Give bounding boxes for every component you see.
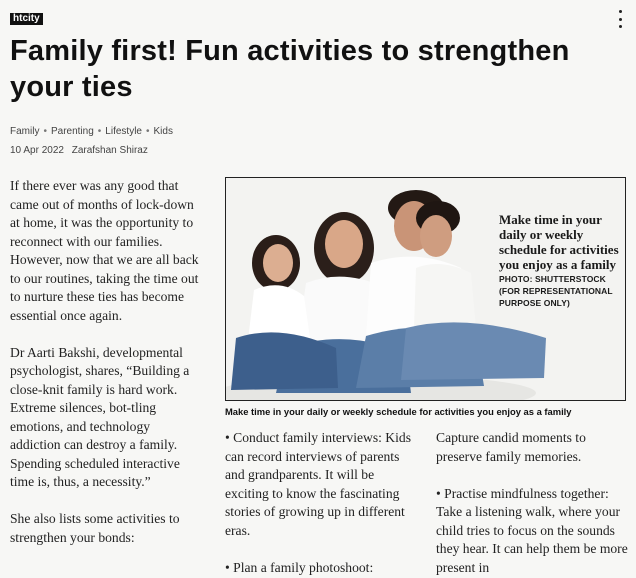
dot (619, 25, 622, 28)
article-tags (10, 126, 173, 137)
tag-separator: • (43, 126, 47, 137)
article-photo[interactable] (225, 177, 626, 401)
body-column-right (436, 429, 628, 578)
body-paragraph: Dr Aarti Bakshi, developmental psychologist, shares, “Building a close-knit family is hard work. Extreme silences, bot-tling emotions, and technology addiction can destroy a family. Spending scheduled interactive time is, thus, a necessity.” (10, 344, 190, 489)
more-options-icon[interactable] (616, 10, 624, 28)
body-paragraph: If there ever was any good that came out of months of lock-down at home, it was the opportunity to reconnect with our families. However, now that we are all back to our routines, taking the time out to nurture these ties has become essential once again. (10, 178, 199, 323)
photo-overlay-title: Make time in your daily or weekly schedule for activities you enjoy as a family (499, 212, 619, 272)
author-name[interactable]: Zarafshan Shiraz (71, 145, 148, 156)
tag-parenting[interactable]: Parenting (50, 126, 94, 137)
dot (619, 18, 622, 21)
body-column-left (10, 177, 200, 566)
body-paragraph: She also lists some activities to strengthen your bonds: (10, 511, 180, 545)
dot (619, 10, 622, 13)
publication-logo[interactable]: htcity (10, 13, 43, 25)
tag-family[interactable]: Family (10, 126, 40, 137)
tag-kids[interactable]: Kids (153, 126, 173, 137)
tag-separator: • (97, 126, 102, 137)
body-paragraph: • Practise mindfulness together: Take a listening walk, where your child tries to focus on the sounds they hear. It can help them be more present in (436, 485, 628, 575)
article-meta (10, 145, 148, 156)
body-paragraph: Capture candid moments to preserve family memories. (436, 430, 586, 464)
tag-separator: • (145, 126, 150, 137)
publish-date: 10 Apr 2022 (10, 145, 64, 156)
body-paragraph: • Plan a family photoshoot: (225, 559, 374, 575)
body-paragraph: • Conduct family interviews: Kids can record interviews of parents and grandparents. It will be exciting to know the fascinating stories of growing up in different eras. (225, 430, 411, 538)
body-column-middle (225, 429, 415, 578)
article-headline: Family first! Fun activities to strengthen your ties (10, 35, 570, 103)
tag-lifestyle[interactable]: Lifestyle (105, 126, 142, 137)
photo-overlay-text (499, 212, 623, 309)
photo-caption: Make time in your daily or weekly schedule for activities you enjoy as a family (225, 406, 572, 417)
photo-credit: PHOTO: SHUTTERSTOCK (FOR REPRESENTATIONAL PURPOSE ONLY) (499, 274, 613, 308)
